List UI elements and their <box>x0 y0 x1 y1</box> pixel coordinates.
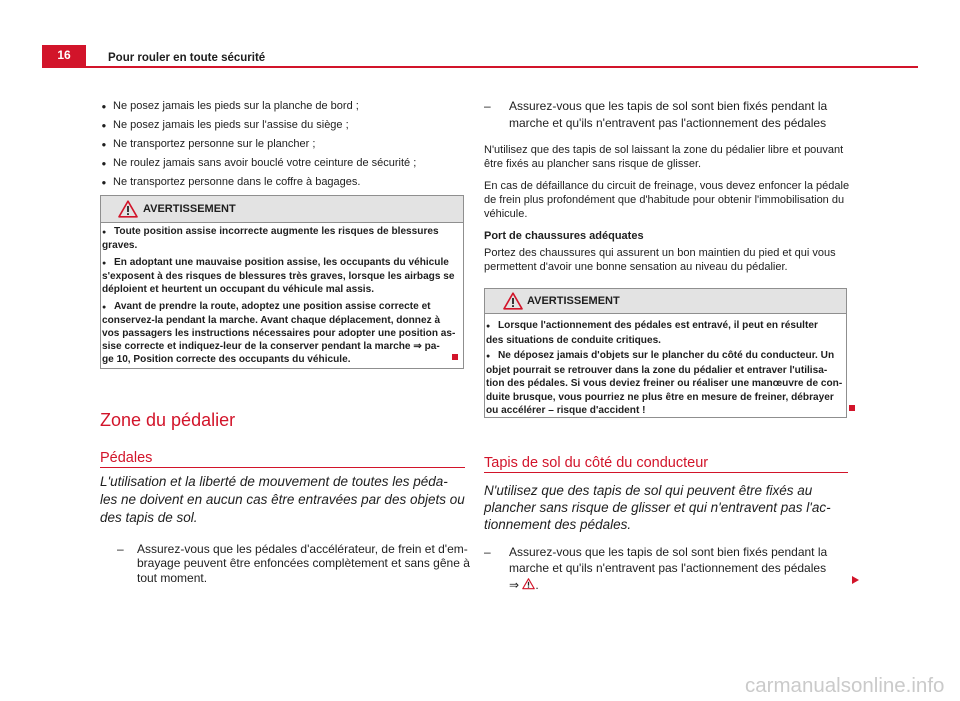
list-item-text: Ne posez jamais les pieds sur la planche de bord ; <box>113 99 359 112</box>
warning-title: AVERTISSEMENT <box>527 295 620 307</box>
warning-header <box>485 289 846 314</box>
warning-triangle-icon <box>118 200 138 218</box>
list-item-text: Ne transportez personne dans le coffre à bagages. <box>113 175 361 188</box>
step-line: brayage peuvent être enfoncées complètement et sans gêne à <box>137 556 470 571</box>
step-line: Assurez-vous que les pédales d'accélérateur, de frein et d'em- <box>137 541 468 556</box>
warning-text: des situations de conduite critiques. <box>486 334 661 346</box>
step-line: marche et qu'ils n'entravent pas l'actionnement des pédales <box>509 115 827 130</box>
list-item-text: Ne transportez personne sur le plancher ; <box>113 137 316 150</box>
instruction-step <box>117 542 470 586</box>
safety-bullet-list <box>100 97 416 192</box>
warning-paragraph <box>102 256 455 296</box>
header-rule <box>42 66 918 68</box>
warning-text: déploient et heurtent un occupant du véhicule mal assis. <box>102 283 375 295</box>
reference-end: . <box>535 577 539 592</box>
warning-text: conservez-la pendant la marche. Avant chaque déplacement, donnez à <box>102 314 441 326</box>
subsection-title: Pédales <box>100 450 153 466</box>
warning-triangle-icon <box>503 292 523 310</box>
warning-title: AVERTISSEMENT <box>143 203 236 215</box>
warning-paragraph <box>486 319 842 347</box>
warning-text: Avant de prendre la route, adoptez une position assise correcte et <box>114 300 431 312</box>
bullet-icon: ● <box>101 158 107 168</box>
intro-line: N'utilisez que des tapis de sol qui peuvent être fixés au <box>484 482 813 498</box>
arrow-icon: ⇒ <box>509 577 520 592</box>
paragraph-line: En cas de défaillance du circuit de freinage, vous devez enfoncer la pédale <box>484 180 850 192</box>
warning-text: ou accélérer – risque d'accident ! <box>486 405 646 417</box>
bullet-icon: ● <box>101 177 107 187</box>
warning-body <box>102 225 455 366</box>
list-item <box>100 97 416 116</box>
paragraph-line: N'utilisez que des tapis de sol laissant la zone du pédalier libre et pouvant <box>484 144 844 156</box>
subsection-underline <box>100 467 465 468</box>
warning-text: sise correcte et indiquez-leur de la conserver pendant la marche ⇒ pa- <box>102 340 440 352</box>
warning-box-seating <box>100 195 464 369</box>
intro-line: plancher sans risque de glisser et qui n'entravent pas l'ac- <box>484 499 831 515</box>
bullet-icon: ● <box>486 323 491 331</box>
list-item <box>100 154 416 173</box>
paragraph-line: de frein plus profondément que d'habitude pour obtenir l'immobilisation du <box>484 194 845 206</box>
warning-text: Ne déposez jamais d'objets sur le plancher du côté du conducteur. Un <box>498 350 835 362</box>
bullet-icon: ● <box>101 139 107 149</box>
step-line: Assurez-vous que les tapis de sol sont bien fixés pendant la <box>509 98 828 113</box>
watermark: carmanualsonline.info <box>745 674 945 697</box>
intro-text <box>484 482 831 533</box>
warning-text: tion des pédales. Si vous deviez freiner ou réaliser une manœuvre de con- <box>486 378 843 390</box>
section-title: Tapis de sol du côté du conducteur <box>484 455 709 471</box>
warning-paragraph <box>102 225 455 252</box>
paragraph-line: permettent d'avoir une bonne sensation au niveau du pédalier. <box>484 261 788 274</box>
warning-reference <box>509 577 827 594</box>
shoes-heading: Port de chaussures adéquates <box>484 230 644 242</box>
page-number: 16 <box>42 45 86 66</box>
page-title: Pour rouler en toute sécurité <box>108 52 266 64</box>
warning-text: En adoptant une mauvaise position assise, les occupants du véhicule <box>114 256 449 268</box>
intro-text <box>100 473 465 527</box>
intro-line: L'utilisation et la liberté de mouvement de toutes les péda- <box>100 474 448 489</box>
step-line: Assurez-vous que les tapis de sol sont bien fixés pendant la <box>509 544 828 559</box>
bullet-icon: ● <box>101 101 107 111</box>
warning-box-pedals <box>484 288 847 418</box>
paragraph-brake-failure <box>484 179 849 221</box>
dash-icon: – <box>484 98 491 113</box>
warning-text: objet pourrait se retrouver dans la zone du pédalier et entraver l'utilisa- <box>486 364 828 376</box>
list-item <box>100 135 416 154</box>
paragraph-floor-mats <box>484 143 843 171</box>
list-item-text: Ne posez jamais les pieds sur l'assise du siège ; <box>113 118 349 131</box>
warning-paragraph <box>486 349 842 418</box>
section-underline <box>484 472 848 473</box>
warning-text: Toute position assise incorrecte augmente les risques de blessures <box>114 225 439 237</box>
paragraph-shoes <box>484 246 836 275</box>
paragraph-line: véhicule. <box>484 208 528 220</box>
dash-icon: – <box>484 544 491 559</box>
section-title: Zone du pédalier <box>100 410 236 430</box>
warning-text: vos passagers les instructions nécessaires pour adopter une position as- <box>102 327 456 339</box>
paragraph-line: Portez des chaussures qui assurent un bon maintien du pied et qui vous <box>484 246 836 259</box>
intro-line: les ne doivent en aucun cas être entravées par des objets ou <box>100 492 465 507</box>
bullet-icon: ● <box>102 259 107 267</box>
list-item <box>100 173 416 192</box>
warning-text: ge 10, Position correcte des occupants du véhicule. <box>102 353 351 365</box>
end-square-icon <box>452 354 458 360</box>
warning-body <box>486 319 842 418</box>
continue-arrow-icon <box>852 576 859 584</box>
warning-text: graves. <box>102 239 138 251</box>
warning-text: duite brusque, vous pourriez ne plus être en mesure de freiner, débrayer <box>486 391 834 403</box>
step-line: marche et qu'ils n'entravent pas l'actionnement des pédales <box>509 561 827 576</box>
step-line: tout moment. <box>137 570 208 585</box>
instruction-step <box>484 544 827 594</box>
intro-line: tionnement des pédales. <box>484 516 632 532</box>
paragraph-line: être fixés au plancher sans risque de glisser. <box>484 158 702 170</box>
warning-triangle-icon <box>522 578 535 590</box>
end-square-icon <box>849 405 855 411</box>
bullet-icon: ● <box>101 120 107 130</box>
bullet-icon: ● <box>102 228 107 236</box>
warning-text: s'exposent à des risques de blessures très graves, lorsque les airbags se <box>102 270 455 282</box>
list-item <box>100 116 416 135</box>
intro-line: des tapis de sol. <box>100 510 198 525</box>
warning-header <box>101 196 463 223</box>
bullet-icon: ● <box>102 303 107 311</box>
bullet-icon: ● <box>486 353 491 361</box>
warning-paragraph <box>102 300 455 366</box>
warning-text: Lorsque l'actionnement des pédales est entravé, il peut en résulter <box>498 320 818 332</box>
list-item-text: Ne roulez jamais sans avoir bouclé votre ceinture de sécurité ; <box>113 156 417 169</box>
dash-icon: – <box>117 541 124 556</box>
instruction-step <box>484 98 827 132</box>
